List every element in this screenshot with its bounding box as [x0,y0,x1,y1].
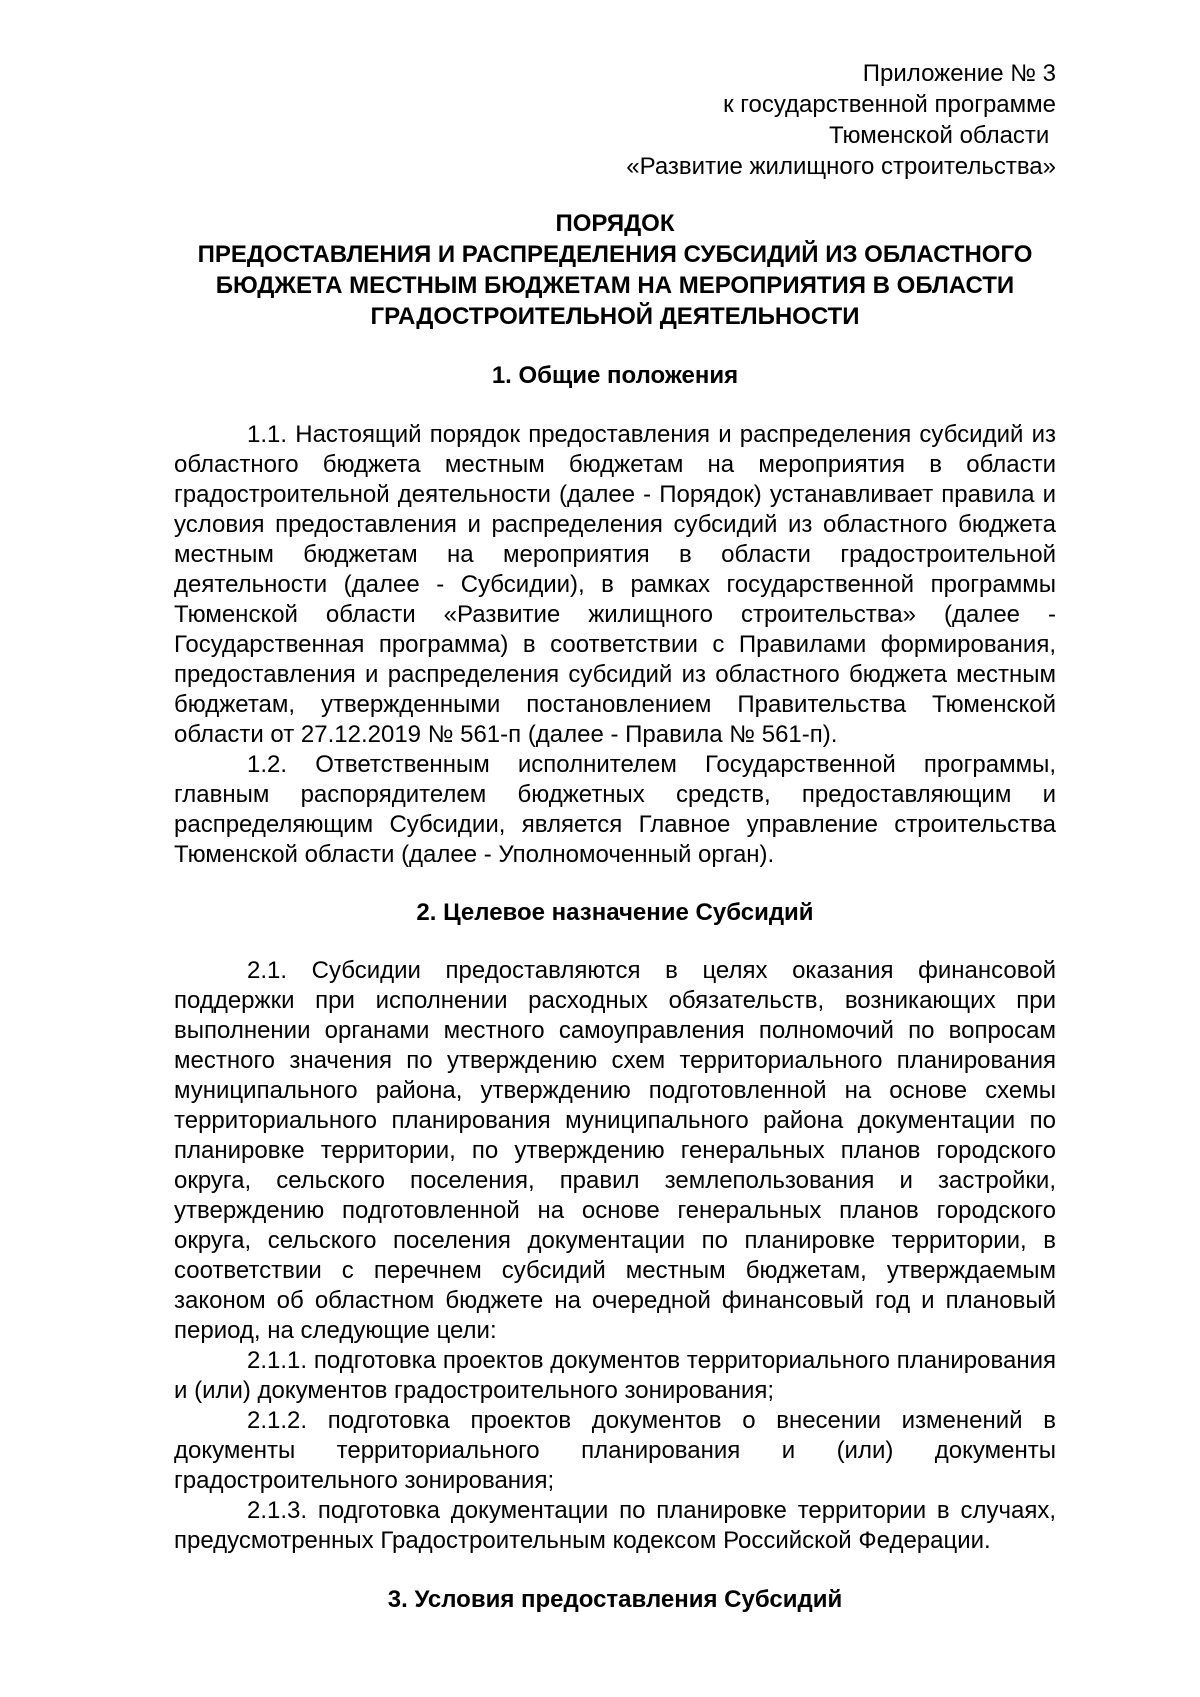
title-line-1: ПОРЯДОК [555,210,675,237]
section-1-body [174,420,1056,870]
section-1-heading: 1. Общие положения [491,362,739,389]
title-line-4: ГРАДОСТРОИТЕЛЬНОЙ ДЕЯТЕЛЬНОСТИ [370,303,860,330]
paragraph-2-1-1: 2.1.1. подготовка проектов документов территориального планирования и (или) документов градостроительного зонирования; [174,1347,1056,1404]
paragraph-1-1: 1.1. Настоящий порядок предоставления и распределения субсидий из областного бюджета местным бюджетам на мероприятия в области градостроительной деятельности (далее - Порядок) устанавливает правила и условия предоставления и распределения субсидий из областного бюджета местным бюджетам на мероприятия в области градостроительной деятельности (далее - Субсидии), в рамках государственной программы Тюменской области «Развитие жилищного строительства» (далее - Государственная программа) в соответствии с Правилами формирования, предоставления и распределения субсидий из областного бюджета местным бюджетам, утвержденными постановлением Правительства Тюменской области от 27.12.2019 № 561-п (далее - Правила № 561-п). [174,421,1056,748]
section-3-heading: 3. Условия предоставления Субсидий [387,1586,843,1613]
section-2-heading: 2. Целевое назначение Субсидий [416,899,814,926]
paragraph-2-1-3: 2.1.3. подготовка документации по планировке территории в случаях, предусмотренных Градостроительным кодексом Российской Федерации. [174,1497,1056,1554]
title-line-2: ПРЕДОСТАВЛЕНИЯ И РАСПРЕДЕЛЕНИЯ СУБСИДИЙ ИЗ ОБЛАСТНОГО [197,241,1033,268]
document-title [174,208,1056,332]
paragraph-2-1-2: 2.1.2. подготовка проектов документов о внесении изменений в документы территориального планирования и (или) документы градостроительного зонирования; [174,1407,1056,1494]
appendix-note [174,58,1056,182]
paragraph-2-1: 2.1. Субсидии предоставляются в целях оказания финансовой поддержки при исполнении расходных обязательств, возникающих при выполнении органами местного самоуправления полномочий по вопросам местного значения по утверждению схем территориального планирования муниципального района, утверждению подготовленной на основе схемы территориального планирования муниципального района документации по планировке территории, по утверждению генеральных планов городского округа, сельского поселения, правил землепользования и застройки, утверждению подготовленной на основе генеральных планов городского округа, сельского поселения документации по планировке территории, в соответствии с перечнем субсидий местным бюджетам, утверждаемым законом об областном бюджете на очередной финансовый год и плановый период, на следующие цели: [174,957,1056,1344]
section-2-body [174,956,1056,1556]
appendix-line-3: Тюменской области [828,122,1056,149]
paragraph-1-2: 1.2. Ответственным исполнителем Государственной программы, главным распорядителем бюджетных средств, предоставляющим и распределяющим Субсидии, является Главное управление строительства Тюменской области (далее - Уполномоченный орган). [174,751,1056,868]
appendix-line-2: к государственной программе [723,91,1056,118]
title-line-3: БЮДЖЕТА МЕСТНЫМ БЮДЖЕТАМ НА МЕРОПРИЯТИЯ В ОБЛАСТИ [215,272,1015,299]
appendix-line-4: «Развитие жилищного строительства» [626,153,1056,180]
appendix-line-1: Приложение № 3 [862,60,1056,87]
